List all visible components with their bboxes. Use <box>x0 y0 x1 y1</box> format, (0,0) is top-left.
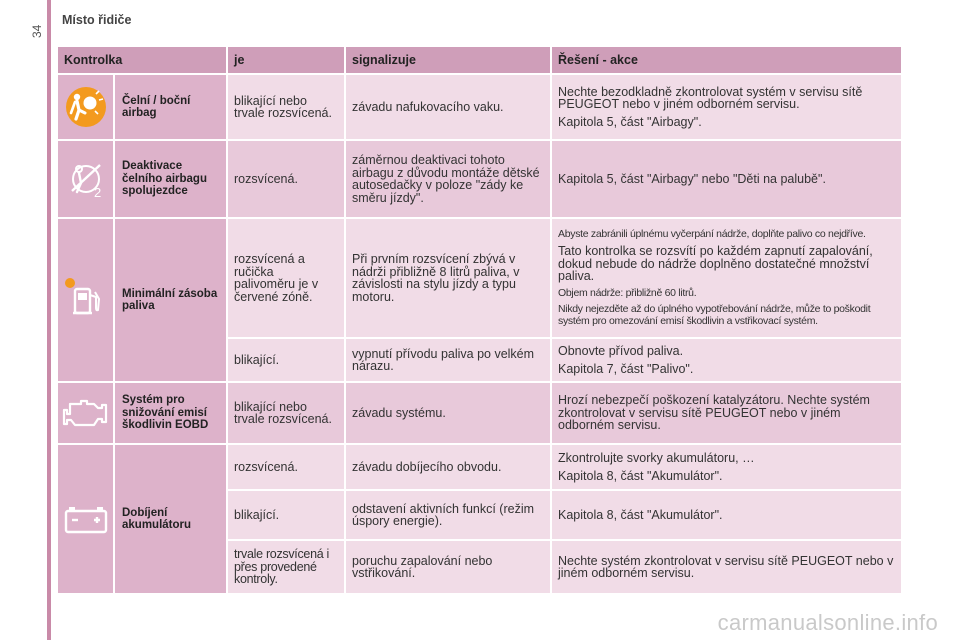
row-state: blikající. <box>228 339 346 383</box>
airbag-icon <box>58 86 113 128</box>
row-action <box>552 445 903 491</box>
row-name: Deaktivace čelního airbagu spolujezdce <box>115 141 228 219</box>
row-signal: závadu systému. <box>346 383 552 445</box>
header-signalizuje: signalizuje <box>346 47 552 75</box>
row-action <box>552 75 903 141</box>
row-state: blikající. <box>228 491 346 541</box>
action-text: Kapitola 7, část "Palivo". <box>558 361 694 376</box>
row-signal: závadu nafukovacího vaku. <box>346 75 552 141</box>
icon-cell <box>58 445 115 595</box>
action-text: Kapitola 8, část "Akumulátor". <box>558 507 723 522</box>
row-action <box>552 141 903 219</box>
action-text: Tato kontrolka se rozsvítí po každém zapnutí zapalování, dokud nebude do nádrže doplněno dostatečné množství paliva. <box>558 244 873 284</box>
header-kontrolka: Kontrolka <box>58 47 228 75</box>
table-row-passenger-airbag <box>58 141 903 219</box>
row-action <box>552 219 903 339</box>
table-row-fuel <box>58 219 903 339</box>
row-action <box>552 383 903 445</box>
page-side-bar <box>47 0 51 640</box>
row-action <box>552 541 903 595</box>
table-row-eobd <box>58 383 903 445</box>
action-text: Objem nádrže: přibližně 60 litrů. <box>558 286 697 299</box>
row-state: rozsvícená. <box>228 141 346 219</box>
row-state: trvale rozsvícená i přes provedené kontroly. <box>228 541 346 595</box>
row-action <box>552 491 903 541</box>
row-signal: Při prvním rozsvícení zbývá v nádrži přibližně 8 litrů paliva, v závislosti na stylu jízdy a typu motoru. <box>346 219 552 339</box>
engine-check-icon <box>58 396 113 430</box>
fuel-pump-icon <box>58 275 113 325</box>
header-je: je <box>228 47 346 75</box>
header-reseni: Řešení - akce <box>552 47 903 75</box>
action-text: Obnovte přívod paliva. <box>558 344 684 358</box>
row-name: Minimální zásoba paliva <box>115 219 228 383</box>
row-state: rozsvícená a ručička palivoměru je v červené zóně. <box>228 219 346 339</box>
row-signal: poruchu zapalování nebo vstřikování. <box>346 541 552 595</box>
table-row-battery <box>58 445 903 491</box>
row-name: Systém pro snižování emisí škodlivin EOBD <box>115 383 228 445</box>
action-text: Kapitola 5, část "Airbagy" nebo "Děti na palubě". <box>558 171 826 186</box>
row-signal: vypnutí přívodu paliva po velkém nárazu. <box>346 339 552 383</box>
icon-cell <box>58 141 115 219</box>
table-header-row <box>58 47 903 75</box>
row-state: blikající nebo trvale rozsvícená. <box>228 75 346 141</box>
action-text: Kapitola 5, část "Airbagy". <box>558 114 702 129</box>
section-title: Místo řidiče <box>62 13 132 27</box>
row-action <box>552 339 903 383</box>
action-text: Nikdy nejezděte až do úplného vypotřebování nádrže, může to poškodit systém pro omezování emisí škodlivin a vstřikovací systém. <box>558 303 871 327</box>
table-row-airbag <box>58 75 903 141</box>
action-text: Nechte bezodkladně zkontrolovat systém v servisu sítě PEUGEOT nebo v jiném odborném servisu. <box>558 84 863 112</box>
icon-cell <box>58 219 115 383</box>
svg-text:2: 2 <box>93 185 101 200</box>
page-number: 34 <box>30 24 44 38</box>
action-text: Zkontrolujte svorky akumulátoru, … <box>558 451 755 465</box>
row-signal: odstavení aktivních funkcí (režim úspory energie). <box>346 491 552 541</box>
row-signal: závadu dobíjecího obvodu. <box>346 445 552 491</box>
action-text: Kapitola 8, část "Akumulátor". <box>558 468 723 483</box>
battery-icon <box>58 503 113 535</box>
warning-lights-table <box>58 47 903 595</box>
passenger-airbag-off-icon <box>58 157 113 201</box>
row-name: Dobíjení akumulátoru <box>115 445 228 595</box>
watermark: carmanualsonline.info <box>717 610 938 635</box>
action-text: Abyste zabránili úplnému vyčerpání nádrže, doplňte palivo co nejdříve. <box>558 227 866 240</box>
row-signal: záměrnou deaktivaci tohoto airbagu z důvodu montáže dětské autosedačky v poloze "zády ke směru jízdy". <box>346 141 552 219</box>
row-name: Čelní / boční airbag <box>115 75 228 141</box>
action-text: Nechte systém zkontrolovat v servisu sítě PEUGEOT nebo v jiném odborném servisu. <box>558 553 894 580</box>
row-state: blikající nebo trvale rozsvícená. <box>228 383 346 445</box>
row-state: rozsvícená. <box>228 445 346 491</box>
icon-cell <box>58 383 115 445</box>
icon-cell <box>58 75 115 141</box>
action-text: Hrozí nebezpečí poškození katalyzátoru. Nechte systém zkontrolovat v servisu sítě PEUGEOT nebo v jiném odborném servisu. <box>558 393 870 433</box>
